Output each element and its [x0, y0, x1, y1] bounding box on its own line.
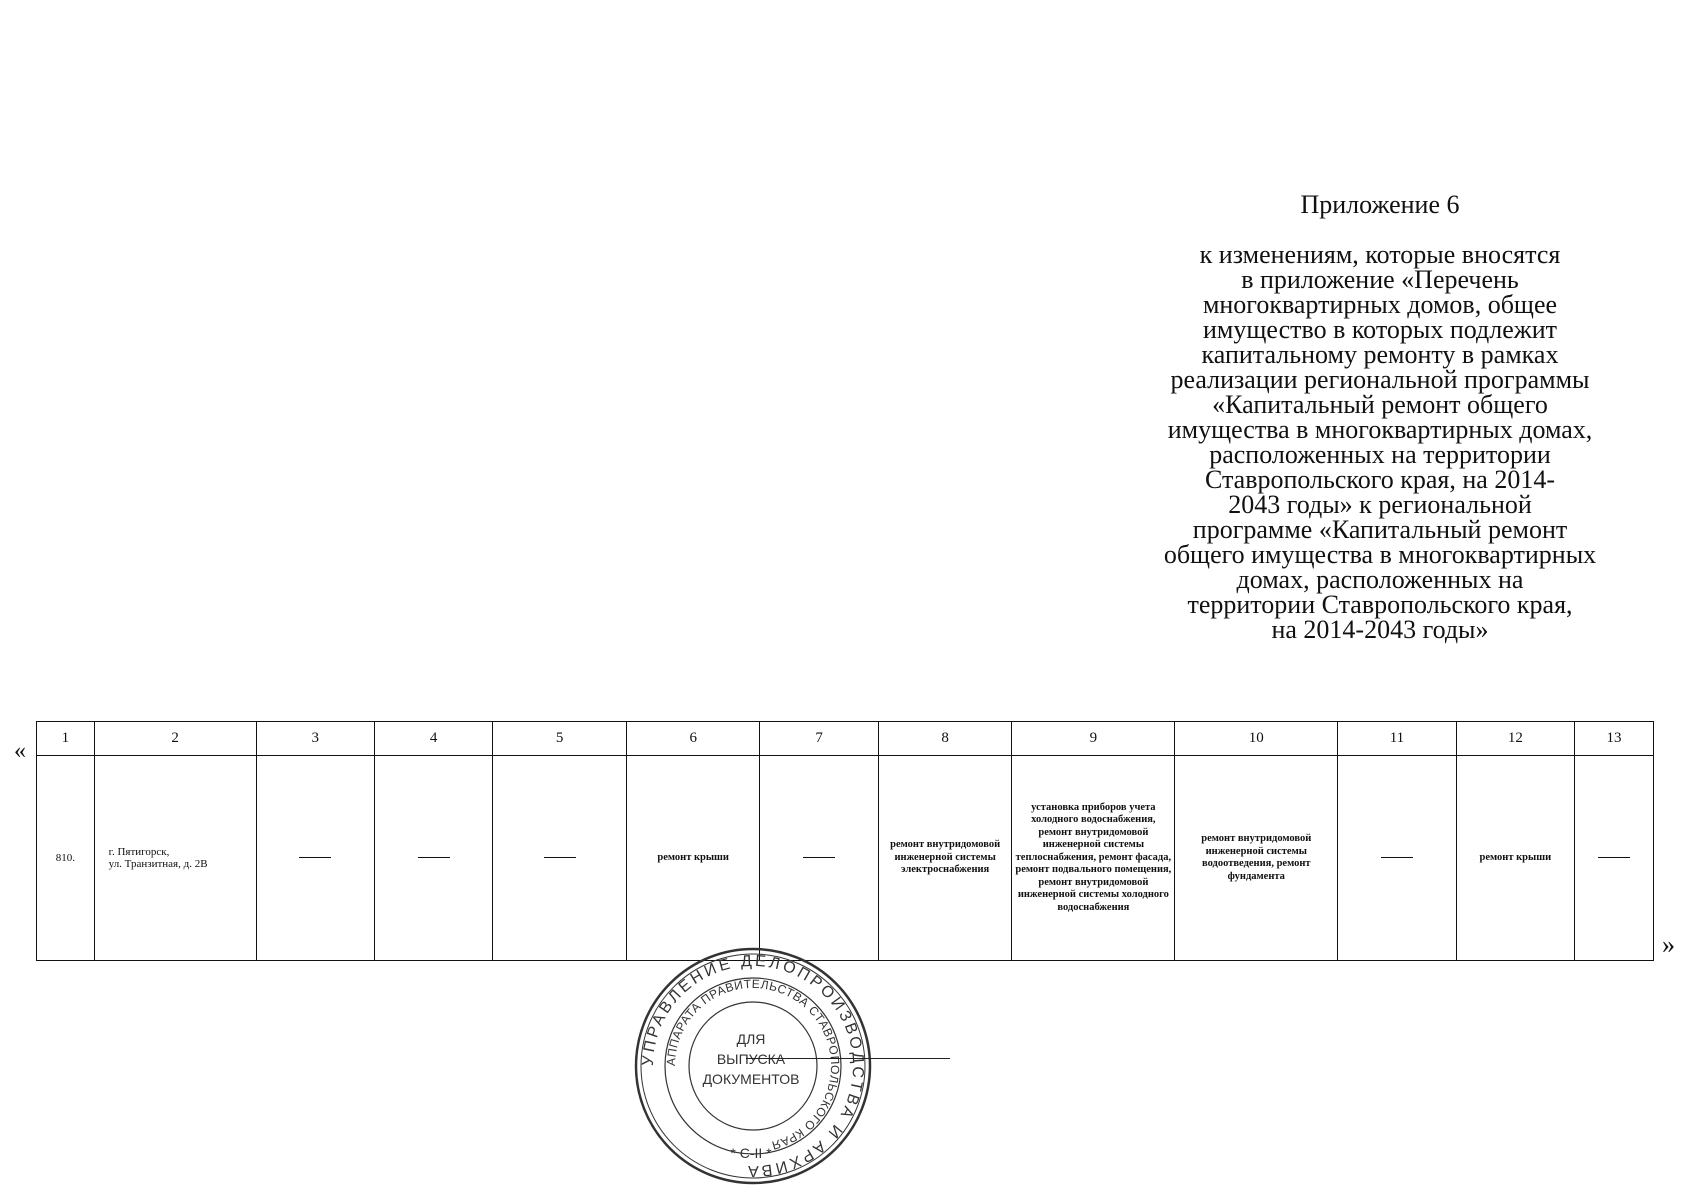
- appendix-line: на 2014-2043 годы»: [1271, 615, 1489, 644]
- column-number: 9: [1012, 722, 1175, 756]
- column-number: 8: [878, 722, 1012, 756]
- dash-mark: [299, 857, 331, 858]
- appendix-line: реализации региональной программы: [1170, 365, 1590, 394]
- column-number: 10: [1175, 722, 1338, 756]
- address-cell: [94, 756, 256, 961]
- repair-cell: ремонт внутридомовой инженерной системы водоотведения, ремонт фундамента: [1175, 756, 1338, 961]
- stamp-center-line: ДЛЯ: [736, 1031, 766, 1047]
- dash-mark: [1598, 857, 1630, 858]
- empty-cell: [760, 756, 878, 961]
- empty-cell: [493, 756, 627, 961]
- repair-cell: ремонт внутридомовой инженерной системы электроснабжения: [878, 756, 1012, 961]
- row-number: 810.: [37, 756, 95, 961]
- appendix-line: капитальному ремонту в рамках: [1201, 340, 1559, 369]
- column-number: 2: [94, 722, 256, 756]
- address-street: ул. Транзитная, д. 2В: [108, 858, 208, 870]
- appendix-line: домах, расположенных на: [1236, 565, 1524, 594]
- repair-list-table: [36, 721, 1654, 961]
- empty-cell: [256, 756, 374, 961]
- dash-mark: [803, 857, 835, 858]
- column-number-row: [37, 722, 1654, 756]
- closing-quote: »: [1662, 930, 1675, 959]
- appendix-line: имущества в многоквартирных домах,: [1167, 415, 1593, 444]
- appendix-title: Приложение 6: [1300, 190, 1460, 219]
- signature-line: [746, 1058, 950, 1059]
- column-number: 7: [760, 722, 878, 756]
- dash-mark: [418, 857, 450, 858]
- column-number: 1: [37, 722, 95, 756]
- appendix-line: общего имущества в многоквартирных: [1163, 540, 1597, 569]
- appendix-line: к изменениям, которые вносятся: [1199, 240, 1561, 269]
- dash-mark: [1381, 857, 1413, 858]
- stamp-center-line: ВЫПУСКА: [716, 1051, 786, 1067]
- column-number: 13: [1575, 722, 1654, 756]
- official-stamp: [633, 946, 873, 1186]
- column-number: 3: [256, 722, 374, 756]
- appendix-line: в приложение «Перечень: [1241, 265, 1519, 294]
- stamp-code: * С-II *: [730, 1145, 772, 1161]
- column-number: 4: [374, 722, 492, 756]
- column-number: 6: [626, 722, 760, 756]
- table-row: [37, 756, 1654, 961]
- repair-cell: ремонт крыши: [1456, 756, 1574, 961]
- appendix-line: 2043 годы» к региональной: [1228, 490, 1532, 519]
- opening-quote: «: [14, 738, 26, 764]
- appendix-line: Ставропольского края, на 2014-: [1204, 465, 1555, 494]
- appendix-description: [1130, 242, 1630, 642]
- column-number: 11: [1338, 722, 1456, 756]
- appendix-header: [1130, 192, 1630, 642]
- address-city: г. Пятигорск,: [108, 845, 170, 858]
- appendix-line: имущество в которых подлежит: [1203, 315, 1557, 344]
- appendix-line: расположенных на территории: [1209, 440, 1551, 469]
- appendix-line: территории Ставропольского края,: [1187, 590, 1573, 619]
- appendix-line: программе «Капитальный ремонт: [1192, 515, 1568, 544]
- empty-cell: [1338, 756, 1456, 961]
- stamp-inner-text: АППАРАТА ПРАВИТЕЛЬСТВА СТАВРОПОЛЬСКОГО КРАЯ: [663, 976, 843, 1153]
- empty-cell: [1575, 756, 1654, 961]
- repair-cell: ремонт крыши: [626, 756, 760, 961]
- dash-mark: [544, 857, 576, 858]
- stamp-outer-text: УПРАВЛЕНИЕ ДЕЛОПРОИЗВОДСТВА И АРХИВА: [639, 952, 867, 1180]
- column-number: 5: [493, 722, 627, 756]
- repair-cell: установка приборов учета холодного водоснабжения, ремонт внутридомовой инженерной системы теплоснабжения, ремонт фасада, ремонт подвального помещения, ремонт внутридомовой инженерной системы холодного водоснабжения: [1012, 756, 1175, 961]
- appendix-line: многоквартирных домов, общее: [1202, 290, 1558, 319]
- empty-cell: [374, 756, 492, 961]
- stamp-center-line: ДОКУМЕНТОВ: [702, 1071, 800, 1087]
- appendix-line: «Капитальный ремонт общего: [1212, 390, 1548, 419]
- column-number: 12: [1456, 722, 1574, 756]
